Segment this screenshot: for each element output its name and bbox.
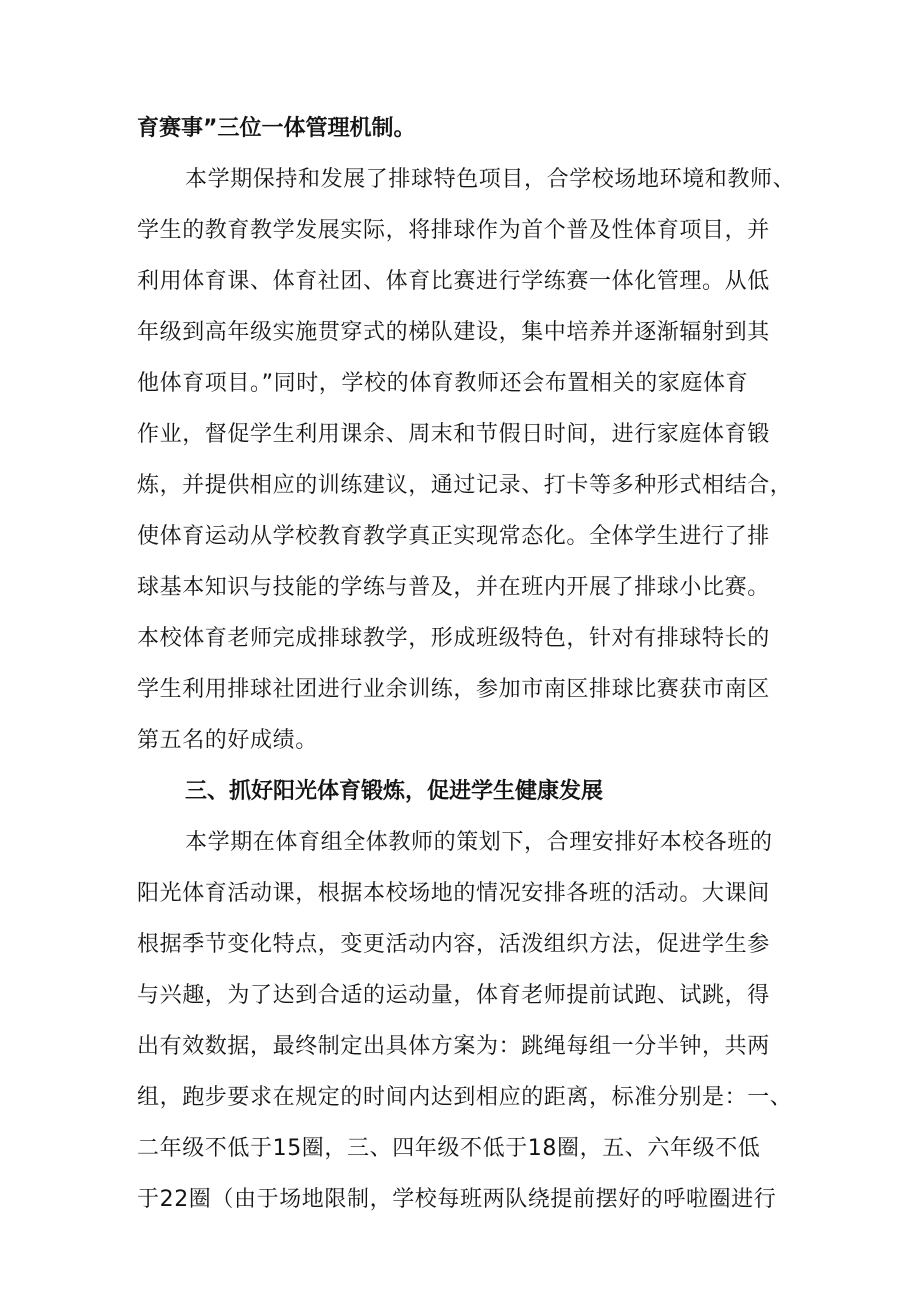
paragraph-line: 于22圈（由于场地限制，学校每班两队绕提前摆好的呼啦圈进行: [137, 1187, 777, 1212]
paragraph-line: 作业，督促学生利用课余、周末和节假日时间，进行家庭体育锻: [137, 422, 770, 447]
paragraph-line: 根据季节变化特点，变更活动内容，活泼组织方法，促进学生参: [137, 932, 770, 957]
paragraph-line: 学生的教育教学发展实际，将排球作为首个普及性体育项目，并: [137, 218, 770, 243]
paragraph-line: 本校体育老师完成排球教学，形成班级特色，针对有排球特长的: [137, 626, 770, 651]
paragraph-line: 本学期保持和发展了排球特色项目，合学校场地环境和教师、: [185, 167, 796, 192]
paragraph-line: 本学期在体育组全体教师的策划下，合理安排好本校各班的: [185, 830, 773, 855]
paragraph-line: 学生利用排球社团进行业余训练，参加市南区排球比赛获市南区: [137, 677, 770, 702]
paragraph-line: 球基本知识与技能的学练与普及，并在班内开展了排球小比赛。: [137, 575, 770, 600]
paragraph-line: 他体育项目。”同时，学校的体育教师还会布置相关的家庭体育: [137, 371, 749, 396]
paragraph-line: 阳光体育活动课，根据本校场地的情况安排各班的活动。大课间: [137, 881, 770, 906]
paragraph-line: 年级到高年级实施贯穿式的梯队建设，集中培养并逐渐辐射到其: [137, 320, 770, 345]
paragraph-line: 炼，并提供相应的训练建议，通过记录、打卡等多种形式相结合，: [137, 473, 793, 498]
paragraph-line: 利用体育课、体育社团、体育比赛进行学练赛一体化管理。从低: [137, 269, 770, 294]
paragraph-line: 育赛事”三位一体管理机制。: [137, 116, 416, 141]
paragraph-line: 第五名的好成绩。: [137, 728, 318, 753]
paragraph-line: 与兴趣，为了达到合适的运动量，体育老师提前试跑、试跳，得: [137, 983, 770, 1008]
paragraph-line: 二年级不低于15圈，三、四年级不低于18圈，五、六年级不低: [137, 1136, 761, 1161]
paragraph-line: 使体育运动从学校教育教学真正实现常态化。全体学生进行了排: [137, 524, 770, 549]
paragraph-line: 组，跑步要求在规定的时间内达到相应的距离，标准分别是：一、: [137, 1085, 793, 1110]
paragraph-line: 出有效数据，最终制定出具体方案为：跳绳每组一分半钟，共两: [137, 1034, 770, 1059]
section-heading: 三、抓好阳光体育锻炼，促进学生健康发展: [185, 779, 604, 804]
